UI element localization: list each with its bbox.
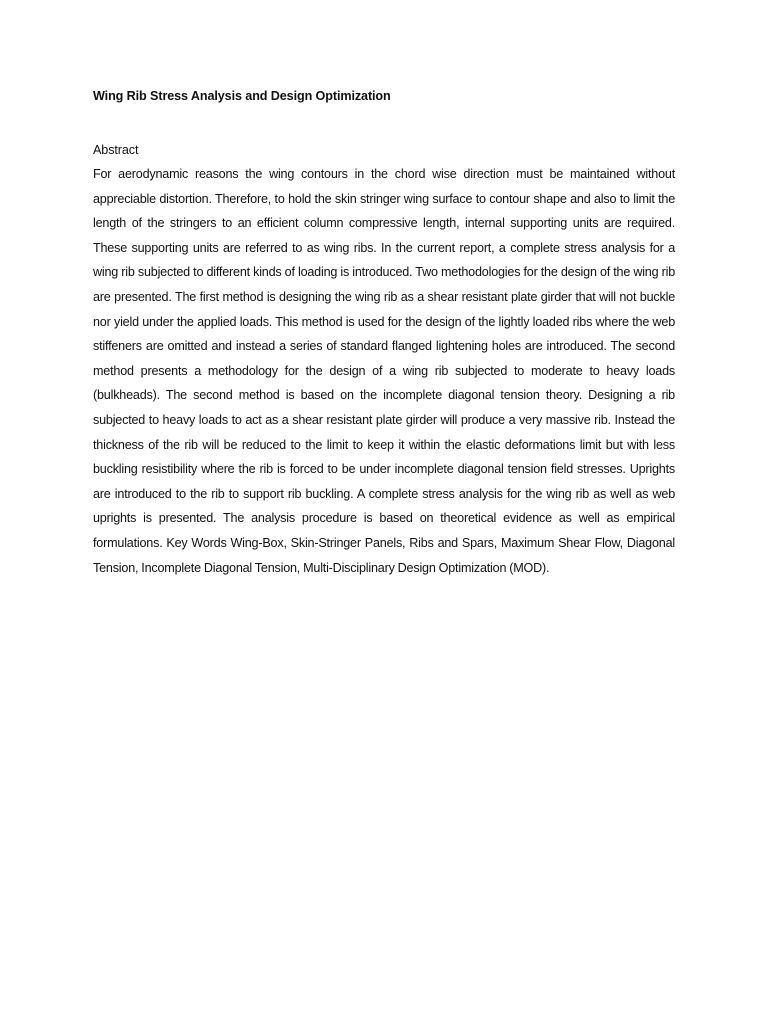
- document-content: [93, 87, 675, 580]
- document-title: Wing Rib Stress Analysis and Design Optimization: [93, 89, 391, 103]
- abstract-body: For aerodynamic reasons the wing contours in the chord wise direction must be maintained without appreciable distortion. Therefore, to hold the skin stringer wing surface to contour shape and also to limit the length of the stringers to an efficient column compressive length, internal supporting units are required. These supporting units are referred to as wing ribs. In the current report, a complete stress analysis for a wing rib subjected to different kinds of loading is introduced. Two methodologies for the design of the wing rib are presented. The first method is designing the wing rib as a shear resistant plate girder that will not buckle nor yield under the applied loads. This method is used for the design of the lightly loaded ribs where the web stiffeners are omitted and instead a series of standard flanged lightening holes are introduced. The second method presents a methodology for the design of a wing rib subjected to moderate to heavy loads (bulkheads). The second method is based on the incomplete diagonal tension theory. Designing a rib subjected to heavy loads to act as a shear resistant plate girder will produce a very massive rib. Instead the thickness of the rib will be reduced to the limit to keep it within the elastic deformations limit but with less buckling resistibility where the rib is forced to be under incomplete diagonal tension field stresses. Uprights are introduced to the rib to support rib buckling. A complete stress analysis for the wing rib as well as web uprights is presented. The analysis procedure is based on theoretical evidence as well as empirical formulations. Key Words Wing-Box, Skin-Stringer Panels, Ribs and Spars, Maximum Shear Flow, Diagonal Tension, Incomplete Diagonal Tension, Multi-Disciplinary Design Optimization (MOD).: [93, 167, 675, 575]
- abstract-heading: Abstract: [93, 143, 139, 157]
